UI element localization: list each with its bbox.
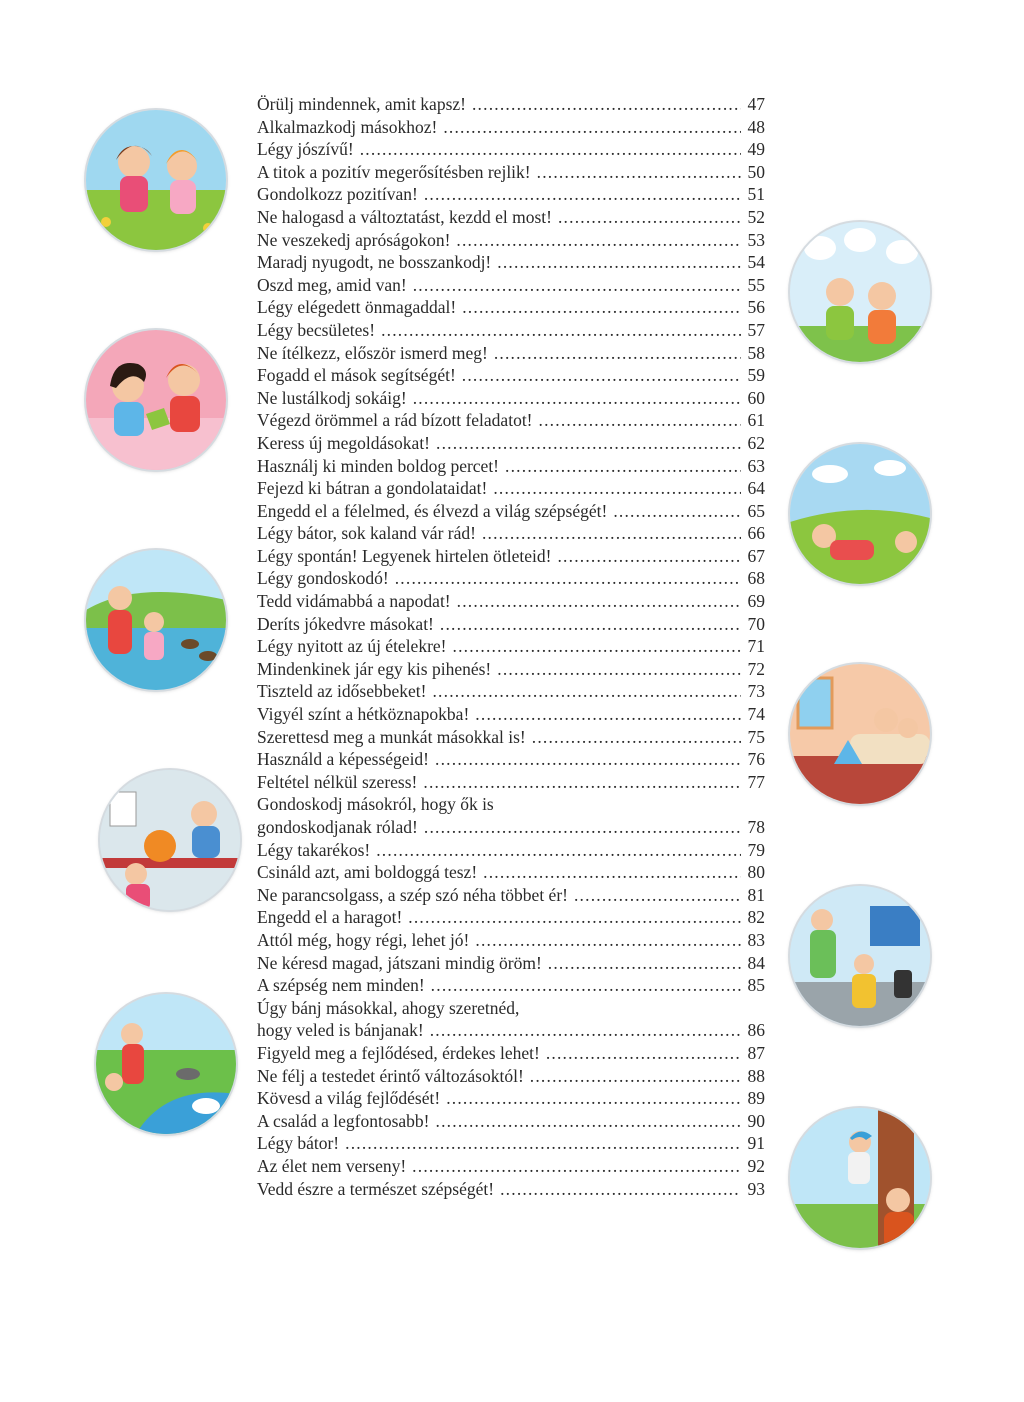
toc-page-number: 51 xyxy=(747,184,765,205)
toc-entry-title: Fejezd ki bátran a gondolataidat! xyxy=(257,478,488,499)
toc-page-number: 53 xyxy=(747,229,765,250)
toc-entry xyxy=(257,477,765,500)
couch-icon xyxy=(850,734,930,764)
toc-leader-dots xyxy=(497,658,741,681)
toc-entry-title: A család a legfontosabb! xyxy=(257,1110,430,1131)
toc-leader-dots xyxy=(557,545,741,568)
toc-entry-title: Oszd meg, amid van! xyxy=(257,274,407,295)
toc-entry-title: Szerettesd meg a munkát másokkal is! xyxy=(257,726,526,747)
pumpkin-icon xyxy=(144,830,176,862)
toc-entry-title: Attól még, hogy régi, lehet jó! xyxy=(257,929,470,950)
toc-entry xyxy=(257,1110,765,1133)
toc-entry-title: Vigyél színt a hétköznapokba! xyxy=(257,704,470,725)
pond-rock-icon xyxy=(176,1068,200,1080)
adult-head-icon xyxy=(886,1188,910,1212)
trash-bin-icon xyxy=(894,970,912,998)
toc-entry xyxy=(257,183,765,206)
table-icon xyxy=(100,858,240,868)
toc-entry-title: Légy bátor, sok kaland vár rád! xyxy=(257,523,476,544)
toc-entry xyxy=(257,387,765,410)
toc-leader-dots xyxy=(413,387,741,410)
toc-entry xyxy=(257,635,765,658)
toc-leader-dots xyxy=(431,974,741,997)
toc-entry-title: Keress új megoldásokat! xyxy=(257,432,431,453)
toc-leader-dots xyxy=(360,138,741,161)
children-crafting-puzzle-illustration xyxy=(86,330,226,470)
toc-entry-title: Légy bátor! xyxy=(257,1133,340,1154)
toc-entry xyxy=(257,274,765,297)
toc-page-number: 69 xyxy=(747,591,765,612)
child-head-icon xyxy=(898,718,918,738)
toc-entry xyxy=(257,974,765,997)
toc-leader-dots xyxy=(500,1178,741,1201)
toc-entry xyxy=(257,409,765,432)
toc-leader-dots xyxy=(424,816,741,839)
toc-entry xyxy=(257,952,765,975)
toc-entry xyxy=(257,229,765,252)
toc-entry xyxy=(257,296,765,319)
toc-page-number: 60 xyxy=(747,387,765,408)
toc-entry-title: Örülj mindennek, amit kapsz! xyxy=(257,94,466,114)
toc-leader-dots xyxy=(497,251,741,274)
children-with-thought-bubbles-illustration xyxy=(790,222,930,362)
toc-page-number: 50 xyxy=(747,161,765,182)
child-head-icon xyxy=(868,282,896,310)
children-in-park-with-swan-illustration xyxy=(96,994,236,1134)
adult-head-icon xyxy=(874,708,898,732)
toc-entry-title: Használj ki minden boldog percet! xyxy=(257,455,500,476)
toc-entry-title: Maradj nyugodt, ne bosszankodj! xyxy=(257,252,492,273)
toc-leader-dots xyxy=(412,1155,741,1178)
thought-bubble-icon xyxy=(844,228,876,252)
toc-leader-dots xyxy=(475,703,741,726)
toc-page-number: 61 xyxy=(747,410,765,431)
child-head-icon xyxy=(191,801,217,827)
toc-entry xyxy=(257,1087,765,1110)
toc-entry-title: Használd a képességeid! xyxy=(257,749,430,770)
toc-page-number: 71 xyxy=(747,636,765,657)
toc-entry xyxy=(257,500,765,523)
toc-page-number: 75 xyxy=(747,726,765,747)
child-body-icon xyxy=(126,884,150,910)
toc-leader-dots xyxy=(532,726,741,749)
child-head-icon xyxy=(105,1073,123,1091)
toc-entry xyxy=(257,613,765,636)
toc-page-number: 70 xyxy=(747,613,765,634)
toc-page-number: 52 xyxy=(747,206,765,227)
toc-entry-title: Ne lustálkodj sokáig! xyxy=(257,387,407,408)
toc-entry-title: gondoskodjanak rólad! xyxy=(257,817,418,837)
toc-page-number: 67 xyxy=(747,545,765,566)
toc-entry-title: Légy elégedett önmagaddal! xyxy=(257,297,457,318)
adult-head-icon xyxy=(811,909,833,931)
toc-entry-title: Úgy bánj másokkal, ahogy szeretnéd, xyxy=(257,997,520,1018)
toc-entry xyxy=(257,319,765,342)
toc-page-number: 79 xyxy=(747,839,765,860)
toc-entry xyxy=(257,861,765,884)
toc-entry-title: Gondoskodj másokról, hogy ők is xyxy=(257,794,494,815)
toc-page-number: 65 xyxy=(747,500,765,521)
toc-page-number: 93 xyxy=(747,1178,765,1199)
toc-page-number: 72 xyxy=(747,658,765,679)
toc-entry xyxy=(257,1132,765,1155)
adult-body-icon xyxy=(884,1212,914,1248)
child-head-icon xyxy=(125,863,147,885)
child-body-icon xyxy=(170,396,200,432)
toc-leader-dots xyxy=(613,500,741,523)
toc-entry-title: Csináld azt, ami boldoggá tesz! xyxy=(257,862,478,883)
toc-page-number: 86 xyxy=(747,1020,765,1041)
toc-entry-title: Kövesd a világ fejlődését! xyxy=(257,1088,441,1109)
thought-bubble-icon xyxy=(886,240,918,264)
toc-entry xyxy=(257,906,765,929)
toc-entry-title: Deríts jókedvre másokat! xyxy=(257,613,434,634)
child-head-icon xyxy=(854,954,874,974)
toc-leader-dots xyxy=(546,1042,741,1065)
toc-entry-title: Fogadd el mások segítségét! xyxy=(257,365,456,386)
window-icon xyxy=(798,678,832,728)
toc-page-number: 85 xyxy=(747,975,765,996)
toc-entry-title: Gondolkozz pozitívan! xyxy=(257,184,418,205)
toc-page-number: 77 xyxy=(747,771,765,792)
child-body-icon xyxy=(114,402,144,436)
toc-entry-title: Engedd el a haragot! xyxy=(257,907,403,928)
adult-head-icon xyxy=(121,1023,143,1045)
toc-entry xyxy=(257,590,765,613)
toc-leader-dots xyxy=(446,1087,741,1110)
toc-entry xyxy=(257,364,765,387)
toc-leader-dots xyxy=(453,635,741,658)
children-lying-on-grass-illustration xyxy=(790,444,930,584)
toc-page-number: 88 xyxy=(747,1065,765,1086)
toc-entry-title: Alkalmazkodj másokhoz! xyxy=(257,116,438,137)
toc-page-number: 90 xyxy=(747,1110,765,1131)
toc-leader-dots xyxy=(539,409,741,432)
toc-leader-dots xyxy=(430,1019,741,1042)
toc-page-number: 58 xyxy=(747,342,765,363)
toc-page-number: 49 xyxy=(747,139,765,160)
toc-entry xyxy=(257,116,765,139)
toc-leader-dots xyxy=(432,680,741,703)
toc-entry xyxy=(257,658,765,681)
toc-page-number: 87 xyxy=(747,1042,765,1063)
toc-page-number: 91 xyxy=(747,1133,765,1154)
toc-leader-dots xyxy=(475,929,741,952)
toc-entry-title: Engedd el a félelmed, és élvezd a világ szépségét! xyxy=(257,500,608,521)
toc-leader-dots xyxy=(558,206,741,229)
toc-leader-dots xyxy=(443,116,741,139)
table-of-contents xyxy=(257,93,765,1200)
child-body-icon xyxy=(170,180,196,214)
toc-entry xyxy=(257,251,765,274)
toc-page-number: 89 xyxy=(747,1088,765,1109)
child-head-icon xyxy=(826,278,854,306)
toc-entry xyxy=(257,748,765,771)
toc-page-number: 74 xyxy=(747,704,765,725)
toc-page-number: 57 xyxy=(747,319,765,340)
toc-leader-dots xyxy=(457,590,741,613)
toc-entry-title: Feltétel nélkül szeress! xyxy=(257,771,418,792)
toc-entry xyxy=(257,161,765,184)
toc-entry xyxy=(257,929,765,952)
swan-icon xyxy=(192,1098,220,1114)
toc-page-number: 48 xyxy=(747,116,765,137)
toc-entry-title: Figyeld meg a fejlődésed, érdekes lehet! xyxy=(257,1042,540,1063)
toc-leader-dots xyxy=(548,952,741,975)
toc-entry xyxy=(257,545,765,568)
toc-page-number: 92 xyxy=(747,1155,765,1176)
toc-leader-dots xyxy=(462,296,741,319)
toc-entry-title: hogy veled is bánjanak! xyxy=(257,1020,424,1041)
toc-leader-dots xyxy=(493,477,741,500)
toc-leader-dots xyxy=(413,274,741,297)
duck-icon xyxy=(181,639,199,649)
toc-entry-title: Légy jószívű! xyxy=(257,139,354,160)
toc-page-number: 83 xyxy=(747,929,765,950)
toc-page-number: 82 xyxy=(747,907,765,928)
toc-page-number: 55 xyxy=(747,274,765,295)
toc-entry xyxy=(257,1155,765,1178)
child-body-icon xyxy=(868,310,896,344)
toc-leader-dots xyxy=(381,319,741,342)
toc-entry xyxy=(257,342,765,365)
toc-entry-title: Légy spontán! Legyenek hirtelen ötleteid! xyxy=(257,545,552,566)
toc-leader-dots xyxy=(376,839,741,862)
toc-leader-dots xyxy=(395,567,741,590)
child-body-icon xyxy=(826,306,854,340)
toc-entry-title: Végezd örömmel a rád bízott feladatot! xyxy=(257,410,533,431)
toc-entry-title: Az élet nem verseny! xyxy=(257,1155,407,1176)
toc-leader-dots xyxy=(436,432,741,455)
cloud-icon xyxy=(874,460,906,476)
family-at-playground-illustration xyxy=(790,886,930,1026)
toc-entry xyxy=(257,93,765,116)
toc-page-number: 68 xyxy=(747,568,765,589)
toc-entry xyxy=(257,839,765,862)
child-body-icon xyxy=(120,176,148,212)
toc-leader-dots xyxy=(440,613,741,636)
adult-body-icon xyxy=(122,1044,144,1084)
toc-entry-title: Légy takarékos! xyxy=(257,839,371,860)
toc-page-number: 81 xyxy=(747,884,765,905)
toc-leader-dots xyxy=(345,1132,741,1155)
toc-entry-title: A titok a pozitív megerősítésben rejlik! xyxy=(257,161,531,182)
toc-entry-title: A szépség nem minden! xyxy=(257,975,425,996)
cloud-icon xyxy=(812,465,848,483)
toc-entry xyxy=(257,816,765,839)
child-body-icon xyxy=(830,540,874,560)
toc-leader-dots xyxy=(435,748,741,771)
toc-page-number: 78 xyxy=(747,817,765,837)
toc-entry xyxy=(257,793,765,816)
toc-entry xyxy=(257,1065,765,1088)
toc-entry-title: Ne halogasd a változtatást, kezdd el most! xyxy=(257,206,552,227)
toc-entry-title: Légy gondoskodó! xyxy=(257,568,389,589)
fence-icon xyxy=(870,906,920,946)
toc-leader-dots xyxy=(537,161,741,184)
toc-entry xyxy=(257,771,765,794)
toc-leader-dots xyxy=(505,455,741,478)
toc-entry-title: Ne kéresd magad, játszani mindig öröm! xyxy=(257,952,542,973)
children-carving-pumpkin-illustration xyxy=(100,770,240,910)
toc-leader-dots xyxy=(482,522,741,545)
toc-entry-title: Ne parancsolgass, a szép szó néha többet ér! xyxy=(257,884,568,905)
drawing-paper-icon xyxy=(110,792,136,826)
toc-page-number: 63 xyxy=(747,455,765,476)
toc-leader-dots xyxy=(423,771,741,794)
toc-entry-title: Vedd észre a természet szépségét! xyxy=(257,1178,495,1199)
adult-body-icon xyxy=(810,930,836,978)
toc-leader-dots xyxy=(462,364,741,387)
toc-entry-title: Légy nyitott az új ételekre! xyxy=(257,636,447,657)
toc-page-number: 80 xyxy=(747,862,765,883)
toc-leader-dots xyxy=(408,906,741,929)
toc-leader-dots xyxy=(456,229,741,252)
toc-leader-dots xyxy=(472,93,741,116)
children-by-lake-with-ducks-illustration xyxy=(86,550,226,690)
family-resting-on-couch-illustration xyxy=(790,664,930,804)
children-climbing-tree-illustration xyxy=(790,1108,930,1248)
toc-entry-title: Ne veszekedj apróságokon! xyxy=(257,229,451,250)
child-body-icon xyxy=(108,610,132,654)
toc-entry xyxy=(257,726,765,749)
child-body-icon xyxy=(192,826,220,858)
toc-entry xyxy=(257,997,765,1020)
toc-entry-title: Tiszteld az idősebbeket! xyxy=(257,681,427,702)
toc-entry xyxy=(257,522,765,545)
toc-page-number: 62 xyxy=(747,432,765,453)
toc-page-number: 47 xyxy=(747,94,765,114)
toc-entry xyxy=(257,567,765,590)
toc-page-number: 56 xyxy=(747,297,765,318)
toc-entry-title: Ne félj a testedet érintő változásoktól! xyxy=(257,1065,524,1086)
toc-entry xyxy=(257,432,765,455)
toc-entry xyxy=(257,455,765,478)
child-body-icon xyxy=(144,632,164,660)
thought-bubble-icon xyxy=(804,236,836,260)
toc-page-number: 54 xyxy=(747,252,765,273)
child-body-icon xyxy=(852,974,876,1008)
toc-page-number: 66 xyxy=(747,523,765,544)
toc-entry xyxy=(257,1019,765,1042)
toc-entry-title: Ne ítélkezz, először ismerd meg! xyxy=(257,342,488,363)
flower-icon xyxy=(101,217,111,227)
child-body-icon xyxy=(848,1152,870,1184)
toc-leader-dots xyxy=(424,183,741,206)
toc-entry xyxy=(257,206,765,229)
toc-page-number: 73 xyxy=(747,681,765,702)
toc-page-number: 59 xyxy=(747,365,765,386)
toc-leader-dots xyxy=(436,1110,741,1133)
toc-leader-dots xyxy=(574,884,741,907)
flower-icon xyxy=(203,223,213,233)
toc-entry xyxy=(257,138,765,161)
toc-entry-title: Légy becsületes! xyxy=(257,319,376,340)
toc-leader-dots xyxy=(483,861,741,884)
child-head-icon xyxy=(144,612,164,632)
illustration-ground xyxy=(790,326,930,362)
children-playing-in-grass-illustration xyxy=(86,110,226,250)
toc-entry-title: Tedd vidámabbá a napodat! xyxy=(257,591,451,612)
child-head-icon xyxy=(895,531,917,553)
toc-entry xyxy=(257,1178,765,1201)
toc-leader-dots xyxy=(494,342,741,365)
toc-entry-title: Mindenkinek jár egy kis pihenés! xyxy=(257,658,492,679)
toc-entry xyxy=(257,680,765,703)
toc-leader-dots xyxy=(530,1065,741,1088)
child-head-icon xyxy=(108,586,132,610)
toc-page-number: 84 xyxy=(747,952,765,973)
toc-entry xyxy=(257,884,765,907)
toc-entry xyxy=(257,703,765,726)
toc-page-number: 64 xyxy=(747,478,765,499)
toc-entry xyxy=(257,1042,765,1065)
toc-page-number: 76 xyxy=(747,749,765,770)
duck-icon xyxy=(199,651,217,661)
